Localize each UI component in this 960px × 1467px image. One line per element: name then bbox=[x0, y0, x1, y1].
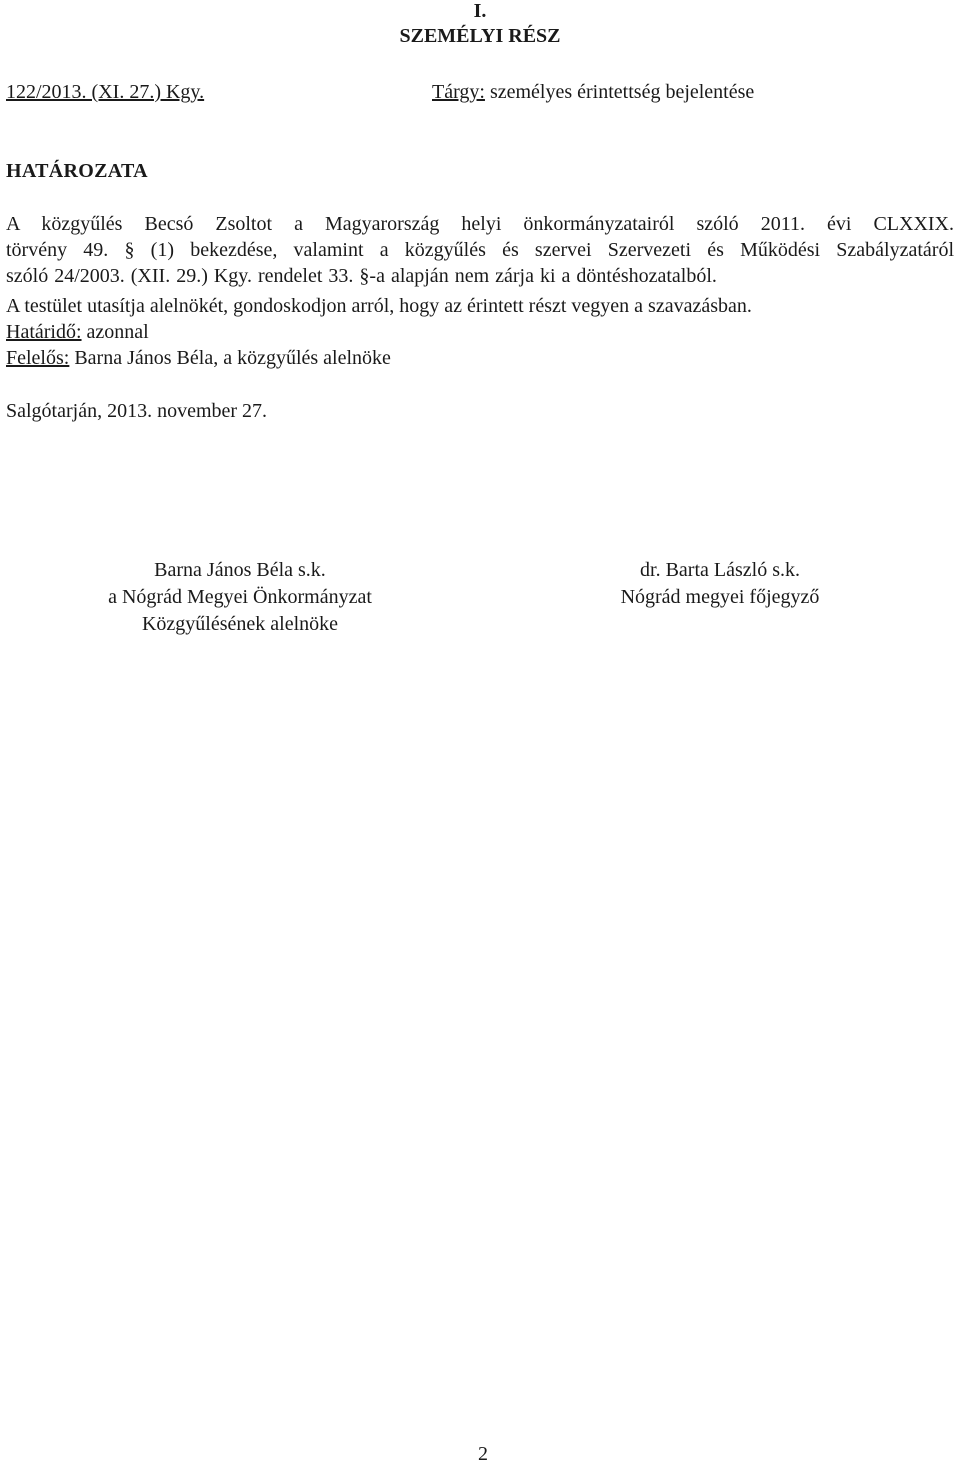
section-title: SZEMÉLYI RÉSZ bbox=[399, 25, 561, 47]
subject-line bbox=[432, 79, 754, 105]
responsible-line bbox=[6, 345, 391, 371]
signatory-name: Barna János Béla s.k. bbox=[154, 559, 326, 581]
signatory-title: Közgyűlésének alelnöke bbox=[141, 613, 339, 635]
paragraph-line: A közgyűlés Becsó Zsoltot a Magyarország helyi önkormányzatairól szóló 2011. évi CLXXIX. bbox=[6, 213, 954, 235]
subject-text: személyes érintettség bejelentése bbox=[484, 81, 755, 103]
responsible-value: Barna János Béla, a közgyűlés alelnöke bbox=[69, 347, 391, 369]
subject-label: Tárgy: bbox=[432, 81, 485, 103]
signatory-title: Nógrád megyei főjegyző bbox=[620, 586, 820, 608]
page-number: 2 bbox=[478, 1443, 488, 1465]
paragraph-line: szóló 24/2003. (XII. 29.) Kgy. rendelet 33. §-a alapján nem zárja ki a döntéshozatalból. bbox=[6, 265, 717, 287]
paragraph-line: törvény 49. § (1) bekezdése, valamint a közgyűlés és szervei Szervezeti és Működési Szabályzatáról bbox=[6, 239, 954, 261]
deadline-line bbox=[6, 319, 149, 345]
signatory-name: dr. Barta László s.k. bbox=[640, 559, 800, 581]
deadline-label: Határidő: bbox=[6, 321, 82, 343]
responsible-label: Felelős: bbox=[6, 347, 70, 369]
signature-block-right bbox=[520, 557, 920, 611]
signature-block-left bbox=[40, 557, 440, 638]
deadline-value: azonnal bbox=[81, 321, 149, 343]
resolution-heading: HATÁROZATA bbox=[6, 160, 148, 182]
place-and-date: Salgótarján, 2013. november 27. bbox=[6, 400, 268, 422]
resolution-reference-number: 122/2013. (XI. 27.) Kgy. bbox=[6, 81, 205, 103]
resolution-paragraph bbox=[6, 211, 954, 289]
instruction-paragraph: A testület utasítja alelnökét, gondoskodjon arról, hogy az érintett részt vegyen a szavazásban. bbox=[6, 295, 752, 317]
section-number: I. bbox=[473, 0, 487, 22]
signatory-title: a Nógrád Megyei Önkormányzat bbox=[108, 586, 372, 608]
